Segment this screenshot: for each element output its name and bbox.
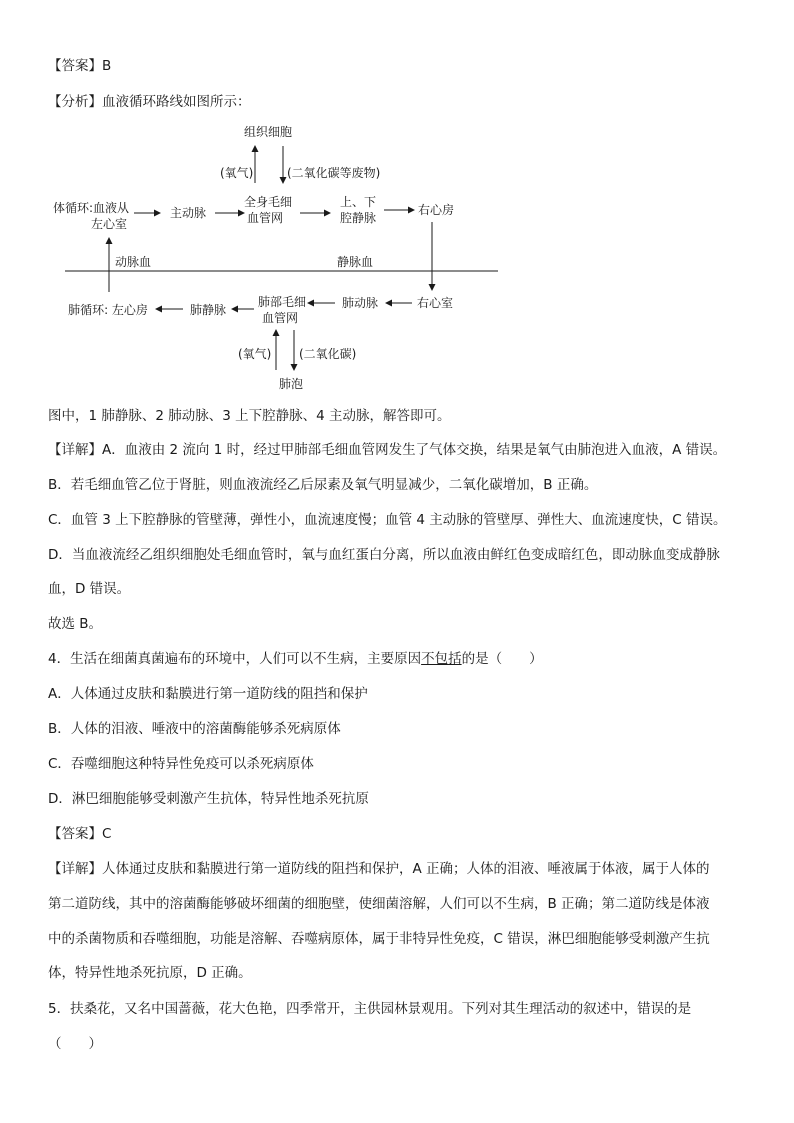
vena-cava-1: 上、下	[339, 195, 377, 209]
venous-blood-label: 静脉血	[336, 255, 374, 269]
blood-circulation-diagram	[0, 0, 794, 400]
q4-option-c: C．吞噬细胞这种特异性免疫可以杀死病原体	[48, 756, 314, 772]
oxygen-bottom-label: (氧气)	[238, 347, 272, 361]
answer-label: 【答案】B	[48, 58, 112, 74]
body-capillary-2: 血管网	[246, 211, 284, 225]
q4-detail-line2: 第二道防线，其中的溶菌酶能够破坏细菌的细胞壁，使细菌溶解，人们可以不生病，B 正确；第二道防线是体液	[48, 896, 710, 912]
body-capillary-1: 全身毛细	[243, 195, 293, 209]
detail-c: C．血管 3 上下腔静脉的管壁薄，弹性小，血流速度慢；血管 4 主动脉的管壁厚、弹性大、血流速度快，C 错误。	[48, 512, 727, 528]
pulmonary-artery-label: 肺动脉	[341, 296, 379, 310]
q4-detail-line3: 中的杀菌物质和吞噬细胞，功能是溶解、吞噬病原体，属于非特异性免疫，C 错误，淋巴细胞能够受刺激产生抗	[48, 931, 710, 947]
question-5-stem: 5．扶桑花，又名中国蔷薇，花大色艳，四季常开，主供园林景观用。下列对其生理活动的叙述中，错误的是	[48, 1001, 692, 1017]
pulmonary-end-label: 肺循环: 左心房	[68, 303, 148, 317]
aorta-label: 主动脉	[169, 206, 207, 220]
choice-conclusion: 故选 B。	[48, 616, 103, 632]
q4-option-a: A．人体通过皮肤和黏膜进行第一道防线的阻挡和保护	[48, 686, 368, 702]
systemic-start-2: 左心室	[90, 217, 128, 231]
pulmonary-vein-label: 肺静脉	[189, 303, 227, 317]
detail-d-line2: 血，D 错误。	[48, 581, 131, 597]
vena-cava-2: 腔静脉	[339, 211, 377, 225]
analysis-note: 图中，1 肺静脉、2 肺动脉、3 上下腔静脉、4 主动脉，解答即可。	[48, 408, 451, 424]
question-5-blank: （ ）	[48, 1036, 102, 1052]
question-4-stem: 4．生活在细菌真菌遍布的环境中，人们可以不生病，主要原因不包括的是（ ）	[48, 651, 543, 667]
q4-answer: 【答案】C	[48, 826, 112, 842]
q4-detail-line1: 【详解】人体通过皮肤和黏膜进行第一道防线的阻挡和保护，A 正确；人体的泪液、唾液属于体液，属于人体的	[48, 861, 710, 877]
q4-detail-line4: 体，特异性地杀死抗原，D 正确。	[48, 965, 252, 981]
q4-option-d: D．淋巴细胞能够受刺激产生抗体，特异性地杀死抗原	[48, 791, 369, 807]
detail-b: B．若毛细血管乙位于肾脏，则血液流经乙后尿素及氧气明显减少，二氧化碳增加，B 正确。	[48, 477, 598, 493]
systemic-start-1: 体循环:血液从	[52, 201, 130, 215]
detail-d-line1: D．当血液流经乙组织细胞处毛细血管时，氧与血红蛋白分离，所以血液由鲜红色变成暗红色，即动脉血变成静脉	[48, 547, 720, 563]
arterial-blood-label: 动脉血	[115, 255, 152, 269]
co2-bottom-label: (二氧化碳)	[299, 347, 357, 361]
oxygen-top-label: (氧气)	[220, 166, 254, 180]
detail-a: 【详解】A．血液由 2 流向 1 时，经过甲肺部毛细血管网发生了气体交换，结果是氧气由肺泡进入血液，A 错误。	[48, 442, 727, 458]
analysis-intro: 【分析】血液循环路线如图所示：	[48, 94, 251, 110]
lung-capillary-1: 肺部毛细	[257, 295, 307, 309]
alveoli-label: 肺泡	[278, 377, 304, 391]
lung-capillary-2: 血管网	[261, 311, 299, 325]
q4-option-b: B．人体的泪液、唾液中的溶菌酶能够杀死病原体	[48, 721, 341, 737]
tissue-cell-label: 组织细胞	[243, 125, 293, 139]
right-atrium-label: 右心房	[417, 203, 455, 217]
right-ventricle-label: 右心室	[416, 296, 454, 310]
co2-waste-label: (二氧化碳等废物)	[287, 166, 381, 180]
